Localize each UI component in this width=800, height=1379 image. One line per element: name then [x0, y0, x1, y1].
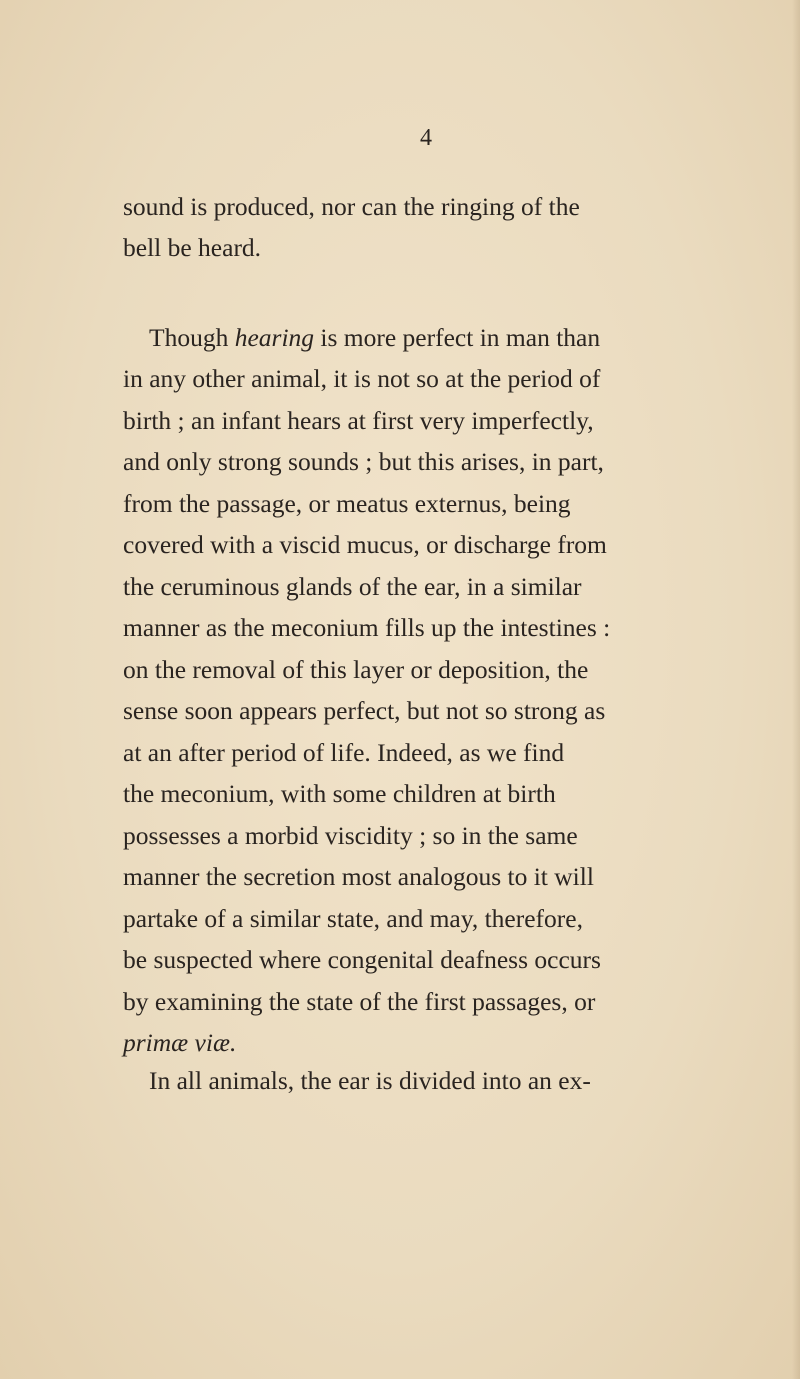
- text-line: sense soon appears perfect, but not so strong as: [123, 696, 606, 725]
- text-line: possesses a morbid viscidity ; so in the same: [123, 821, 578, 850]
- text-line: bell be heard.: [123, 233, 262, 262]
- text-line: the meconium, with some children at birth: [123, 779, 556, 808]
- page-number: 4: [420, 125, 432, 151]
- text-line: partake of a similar state, and may, therefore,: [123, 904, 583, 933]
- text-line: be suspected where congenital deafness occurs: [123, 945, 601, 974]
- text-line: covered with a viscid mucus, or discharge from: [123, 530, 607, 559]
- text-line: In all animals, the ear is divided into an ex-: [149, 1066, 591, 1095]
- word: is more perfect in man than: [320, 323, 601, 352]
- text-line: birth ; an infant hears at first very imperfectly,: [123, 406, 594, 435]
- text-line: the ceruminous glands of the ear, in a similar: [123, 572, 582, 601]
- text-line: manner the secretion most analogous to it will: [123, 862, 594, 891]
- text-line: primæ viæ.: [123, 1028, 237, 1057]
- text-line: by examining the state of the first passages, or: [123, 987, 596, 1016]
- text-line: [149, 325, 600, 351]
- italic-word: hearing: [234, 323, 315, 352]
- word: Though: [149, 323, 229, 352]
- text-line: at an after period of life. Indeed, as we find: [123, 738, 565, 767]
- text-line: in any other animal, it is not so at the period of: [123, 364, 601, 393]
- text-line: and only strong sounds ; but this arises, in part,: [123, 447, 604, 476]
- text-line: sound is produced, nor can the ringing of the: [123, 192, 580, 221]
- text-line: on the removal of this layer or deposition, the: [123, 655, 589, 684]
- text-line: manner as the meconium fills up the intestines :: [123, 613, 611, 642]
- text-line: from the passage, or meatus externus, being: [123, 489, 571, 518]
- page-edge-shadow: [792, 0, 800, 1379]
